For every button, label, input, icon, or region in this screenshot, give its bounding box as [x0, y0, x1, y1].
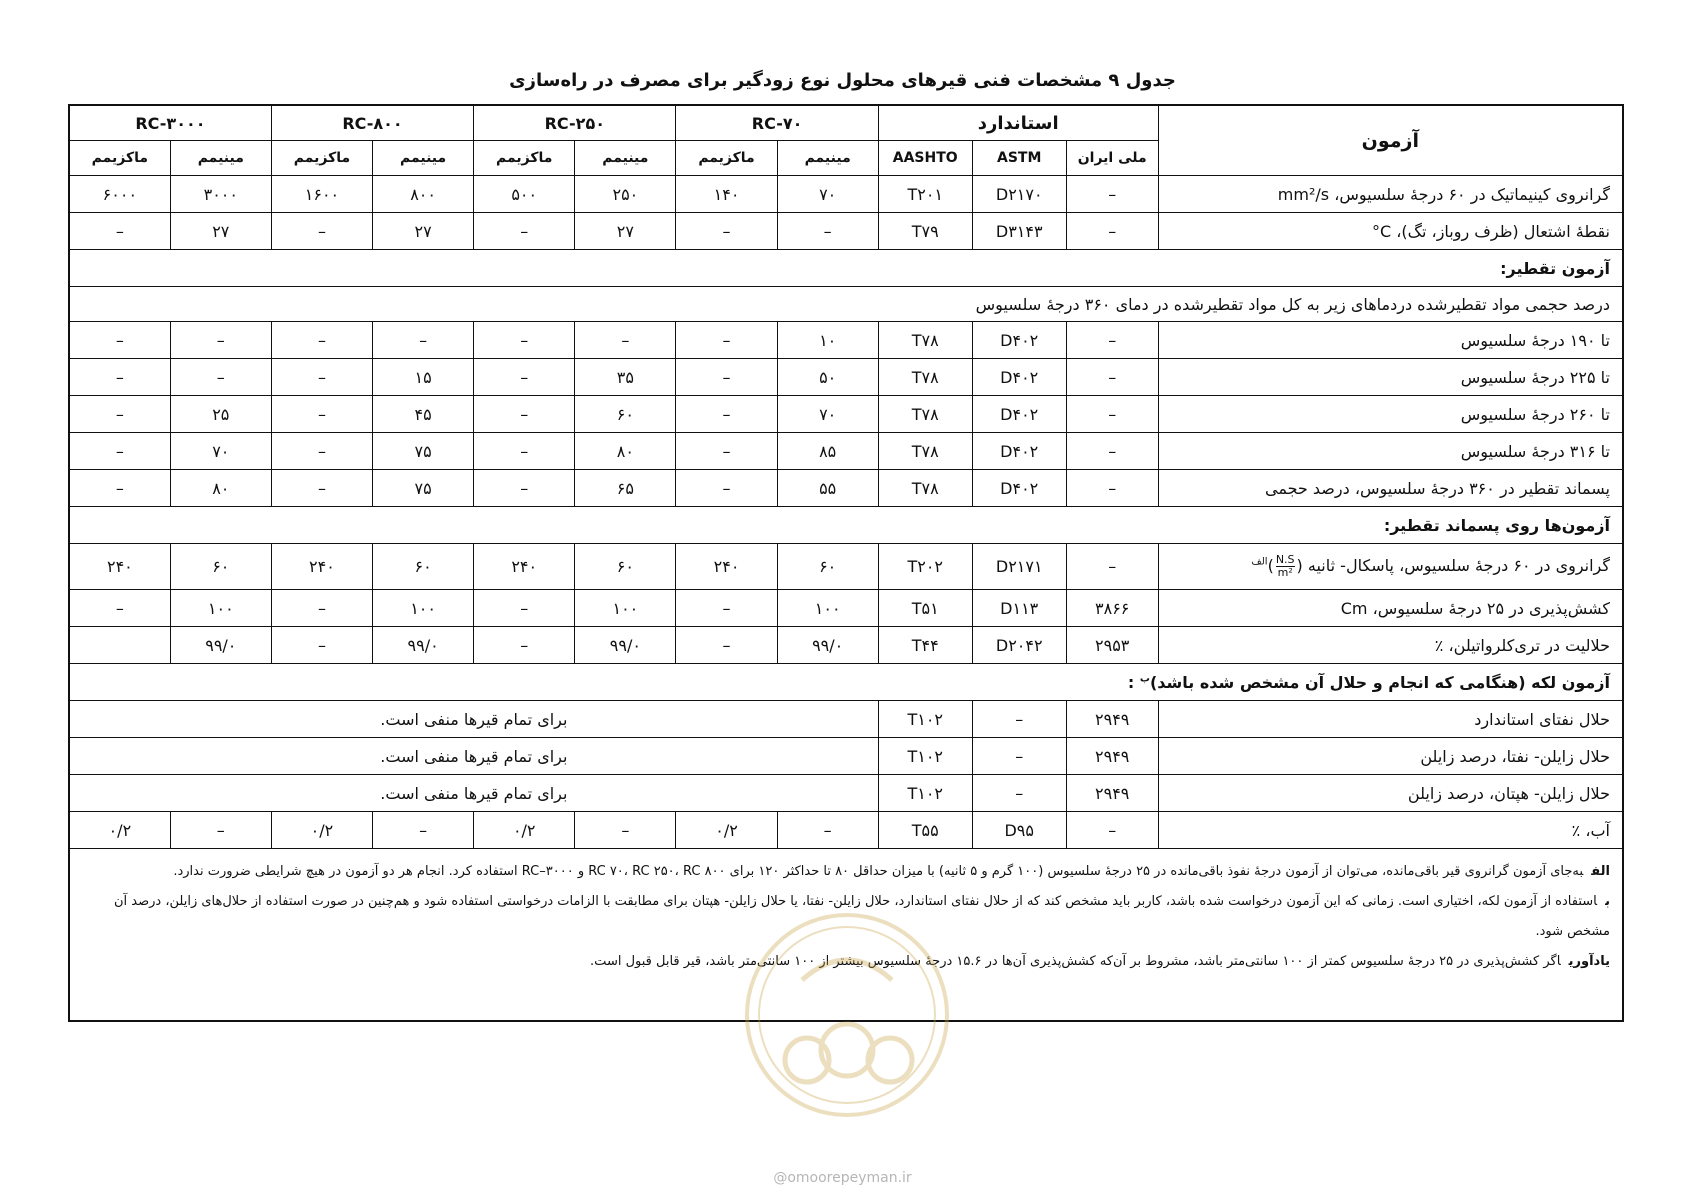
cell-value: – — [474, 627, 575, 664]
cell-value: ۲۷ — [170, 213, 271, 250]
cell-value: ۳۵ — [575, 359, 676, 396]
cell-test: تا ۲۲۵ درجهٔ سلسیوس — [1158, 359, 1623, 396]
table-row — [69, 812, 1623, 849]
table-row — [69, 701, 1623, 738]
distillation-description: درصد حجمی مواد تقطیرشده دردماهای زیر به کل مواد تقطیرشده در دمای ۳۶۰ درجهٔ سلسیوس — [69, 287, 1623, 322]
cell-astm: – — [972, 701, 1066, 738]
cell-value: – — [271, 359, 372, 396]
spot-rows — [69, 701, 1623, 812]
table-row — [69, 544, 1623, 590]
cell-value: ۵۰ — [777, 359, 878, 396]
cell-value: ۸۵ — [777, 433, 878, 470]
cell-value: – — [69, 433, 170, 470]
cell-aashto: T۱۰۲ — [878, 738, 972, 775]
cell-value: ۶۰۰۰ — [69, 176, 170, 213]
cell-test: تا ۱۹۰ درجهٔ سلسیوس — [1158, 322, 1623, 359]
header-min: مینیمم — [373, 141, 474, 176]
cell-astm: D۲۰۴۲ — [972, 627, 1066, 664]
cell-value: ۳۰۰۰ — [170, 176, 271, 213]
header-min: مینیمم — [575, 141, 676, 176]
cell-value: ۸۰۰ — [373, 176, 474, 213]
header-grade-rc70: RC-۷۰ — [676, 105, 878, 141]
cell-iran: – — [1066, 322, 1158, 359]
footnote-reminder: یادآوریاگر کشش‌پذیری در ۲۵ درجهٔ سلسیوس کمتر از ۱۰۰ سانتی‌متر باشد، مشروط بر آن‌که کشش‌پذیری آن‌ها در ۱۵.۶ درجهٔ سلسیوس بیشتر از ۱۰۰ سانتی‌متر باشد، قیر قابل قبول است. — [590, 954, 1610, 969]
section-spot-test: آزمون لکه (هنگامی که انجام و حلال آن مشخص شده باشد)$^ب$ : — [69, 664, 1623, 701]
watermark-site: @omoorepeyman.ir — [773, 1170, 912, 1186]
cell-iran: – — [1066, 433, 1158, 470]
cell-value: ۶۰ — [170, 544, 271, 590]
cell-value: ۹۹/۰ — [575, 627, 676, 664]
footnote-be: باستفاده از آزمون لکه، اختیاری است. زمانی که این آزمون درخواست شده باشد، کاربر باید مشخص کند که از حلال نفتای استاندارد، حلال زایلن‑ نفتا، یا حلال زایلن‑ هپتان برای مطابقت با الزامات درخواستی استفاده شود و هم‌چنین در صورت استفاده از حلال‌های زایلن، درصد آن مشخص شود. — [113, 894, 1610, 939]
cell-test: حلال نفتای استاندارد — [1158, 701, 1623, 738]
cell-value: ۰/۲ — [474, 812, 575, 849]
header-max: ماکزیمم — [676, 141, 777, 176]
cell-value: – — [69, 359, 170, 396]
cell-value: ۷۰ — [777, 396, 878, 433]
header-min: مینیمم — [170, 141, 271, 176]
cell-value: ۶۰ — [575, 396, 676, 433]
cell-value: ۸۰ — [575, 433, 676, 470]
cell-value: – — [676, 322, 777, 359]
cell-value: – — [271, 627, 372, 664]
table-title: جدول ۹ مشخصات فنی قیرهای محلول نوع زودگیر برای مصرف در راه‌سازی — [509, 70, 1176, 91]
cell-value: ۱۰۰ — [777, 590, 878, 627]
cell-test: کشش‌پذیری در ۲۵ درجهٔ سلسیوس، Cm — [1158, 590, 1623, 627]
section-residue: آزمون‌ها روی پسماند تقطیر: — [69, 507, 1623, 544]
cell-value: ۲۴۰ — [69, 544, 170, 590]
table-row — [69, 775, 1623, 812]
table-row — [69, 213, 1623, 250]
table-row — [69, 396, 1623, 433]
cell-iran: – — [1066, 544, 1158, 590]
cell-test: حلال زایلن‑ نفتا، درصد زایلن — [1158, 738, 1623, 775]
cell-test: حلالیت در تری‌کلرواتیلن، ٪ — [1158, 627, 1623, 664]
viscosity-test-cell — [1158, 544, 1623, 590]
cell-value — [69, 627, 170, 664]
cell-value: ۰/۲ — [69, 812, 170, 849]
cell-value: – — [271, 213, 372, 250]
cell-value: – — [676, 627, 777, 664]
cell-value: – — [676, 590, 777, 627]
cell-value: ۶۵ — [575, 470, 676, 507]
cell-value: ۷۵ — [373, 433, 474, 470]
cell-value: ۱۶۰۰ — [271, 176, 372, 213]
cell-value: ۶۰ — [373, 544, 474, 590]
cell-iran: ۲۹۵۳ — [1066, 627, 1158, 664]
cell-value: ۲۷ — [373, 213, 474, 250]
cell-value: – — [474, 590, 575, 627]
cell-aashto: T۷۸ — [878, 359, 972, 396]
cell-value: ۱۴۰ — [676, 176, 777, 213]
header-astm: ASTM — [972, 141, 1066, 176]
cell-aashto: T۱۰۲ — [878, 701, 972, 738]
cell-value: – — [474, 213, 575, 250]
table-row — [69, 590, 1623, 627]
cell-value: ۷۰ — [777, 176, 878, 213]
cell-value: ۸۰ — [170, 470, 271, 507]
cell-value: – — [575, 322, 676, 359]
cell-value: ۲۵ — [170, 396, 271, 433]
cell-test: پسماند تقطیر در ۳۶۰ درجهٔ سلسیوس، درصد حجمی — [1158, 470, 1623, 507]
unit-paren: ) — [1267, 556, 1274, 575]
cell-value: – — [69, 322, 170, 359]
cell-astm: D۲۱۷۱ — [972, 544, 1066, 590]
cell-aashto: T۲۰۲ — [878, 544, 972, 590]
cell-astm: – — [972, 775, 1066, 812]
cell-value: – — [69, 590, 170, 627]
cell-value: ۱۰ — [777, 322, 878, 359]
cell-value: – — [373, 812, 474, 849]
table-row — [69, 433, 1623, 470]
cell-value: ۴۵ — [373, 396, 474, 433]
cell-value: – — [676, 396, 777, 433]
cell-value: ۱۰۰ — [170, 590, 271, 627]
cell-value: – — [170, 359, 271, 396]
cell-test: گرانروی کینیماتیک در ۶۰ درجهٔ سلسیوس، mm²/s — [1158, 176, 1623, 213]
cell-test: تا ۳۱۶ درجهٔ سلسیوس — [1158, 433, 1623, 470]
header-standard: استاندارد — [878, 105, 1158, 141]
cell-iran: ۲۹۴۹ — [1066, 738, 1158, 775]
cell-aashto: T۴۴ — [878, 627, 972, 664]
table-row — [69, 176, 1623, 213]
cell-value: ۹۹/۰ — [170, 627, 271, 664]
cell-value: ۶۰ — [777, 544, 878, 590]
cell-astm: D۱۱۳ — [972, 590, 1066, 627]
cell-iran: ۳۸۶۶ — [1066, 590, 1158, 627]
header-max: ماکزیمم — [474, 141, 575, 176]
cell-result: برای تمام قیرها منفی است. — [69, 775, 878, 812]
cell-aashto: T۷۹ — [878, 213, 972, 250]
cell-value: – — [777, 812, 878, 849]
cell-value: – — [170, 812, 271, 849]
cell-value: ۹۹/۰ — [373, 627, 474, 664]
cell-value: – — [474, 322, 575, 359]
cell-astm: D۹۵ — [972, 812, 1066, 849]
cell-value: – — [271, 470, 372, 507]
cell-value: – — [271, 322, 372, 359]
watermark-seal-icon — [742, 910, 952, 1120]
cell-value: ۷۵ — [373, 470, 474, 507]
footnote-mark: الف — [1251, 556, 1268, 568]
cell-astm: – — [972, 738, 1066, 775]
residue-rows — [69, 590, 1623, 664]
cell-value: – — [676, 213, 777, 250]
cell-test: نقطهٔ اشتعال (ظرف روباز، تگ)، C° — [1158, 213, 1623, 250]
cell-value: – — [474, 396, 575, 433]
spec-table — [68, 104, 1624, 1022]
cell-aashto: T۷۸ — [878, 433, 972, 470]
header-max: ماکزیمم — [69, 141, 170, 176]
header-test: آزمون — [1158, 105, 1623, 176]
cell-iran: ۲۹۴۹ — [1066, 701, 1158, 738]
cell-aashto: T۱۰۲ — [878, 775, 972, 812]
table-row — [69, 322, 1623, 359]
header-iran: ملی ایران — [1066, 141, 1158, 176]
cell-value: ۵۰۰ — [474, 176, 575, 213]
top-rows — [69, 176, 1623, 250]
unit-paren: ( — [1296, 556, 1303, 575]
section-distillation: آزمون تقطیر: — [69, 250, 1623, 287]
cell-astm: D۴۰۲ — [972, 470, 1066, 507]
cell-value: – — [474, 433, 575, 470]
cell-aashto: T۷۸ — [878, 322, 972, 359]
cell-value: – — [373, 322, 474, 359]
cell-iran: – — [1066, 359, 1158, 396]
section-spot-label: آزمون لکه (هنگامی که انجام و حلال آن مشخص شده باشد) — [1149, 672, 1610, 692]
cell-value: – — [474, 470, 575, 507]
cell-result: برای تمام قیرها منفی است. — [69, 738, 878, 775]
cell-value: – — [777, 213, 878, 250]
cell-test: تا ۲۶۰ درجهٔ سلسیوس — [1158, 396, 1623, 433]
viscosity-test-label: گرانروی در ۶۰ درجهٔ سلسیوس، پاسکال‑ ثانیه — [1307, 556, 1610, 575]
cell-aashto: T۵۱ — [878, 590, 972, 627]
cell-iran: – — [1066, 176, 1158, 213]
cell-value: ۹۹/۰ — [777, 627, 878, 664]
cell-value: ۷۰ — [170, 433, 271, 470]
cell-value: ۵۵ — [777, 470, 878, 507]
unit-denominator: m² — [1277, 566, 1293, 579]
cell-iran: – — [1066, 396, 1158, 433]
cell-value: – — [69, 470, 170, 507]
cell-value: ۱۰۰ — [575, 590, 676, 627]
cell-value: – — [676, 470, 777, 507]
cell-value: – — [474, 359, 575, 396]
cell-value: – — [575, 812, 676, 849]
cell-test: آب، ٪ — [1158, 812, 1623, 849]
cell-value: – — [271, 396, 372, 433]
header-max: ماکزیمم — [271, 141, 372, 176]
cell-value: – — [271, 590, 372, 627]
table-row — [69, 359, 1623, 396]
cell-astm: D۴۰۲ — [972, 396, 1066, 433]
cell-astm: D۴۰۲ — [972, 322, 1066, 359]
cell-astm: D۲۱۷۰ — [972, 176, 1066, 213]
footnote-alef: الفبه‌جای آزمون گرانروی قیر باقی‌مانده، می‌توان از آزمون درجهٔ نفوذ باقی‌مانده در ۲۵ درجهٔ سلسیوس (۱۰۰ گرم و ۵ ثانیه) با میزان حداقل ۸۰ تا حداکثر ۱۲۰ برای RC ۷۰، RC ۲۵۰، RC ۸۰۰ و RC–۳۰۰۰ استفاده کرد. انجام هر دو آزمون در هیچ شرایطی ضرورت ندارد. — [173, 864, 1610, 879]
header-min: مینیمم — [777, 141, 878, 176]
cell-value: ۲۴۰ — [271, 544, 372, 590]
cell-astm: D۴۰۲ — [972, 359, 1066, 396]
cell-value: ۲۴۰ — [474, 544, 575, 590]
cell-value: ۰/۲ — [271, 812, 372, 849]
cell-result: برای تمام قیرها منفی است. — [69, 701, 878, 738]
cell-value: ۶۰ — [575, 544, 676, 590]
cell-iran: – — [1066, 812, 1158, 849]
cell-value: – — [676, 359, 777, 396]
table-row — [69, 627, 1623, 664]
cell-value: – — [69, 396, 170, 433]
table-row — [69, 470, 1623, 507]
cell-value: – — [676, 433, 777, 470]
cell-value: – — [170, 322, 271, 359]
cell-value: ۱۵ — [373, 359, 474, 396]
footnote-mark: ب — [1139, 673, 1150, 685]
cell-value: ۱۰۰ — [373, 590, 474, 627]
cell-iran: ۲۹۴۹ — [1066, 775, 1158, 812]
cell-value: ۲۷ — [575, 213, 676, 250]
cell-test: حلال زایلن‑ هپتان، درصد زایلن — [1158, 775, 1623, 812]
cell-value: – — [69, 213, 170, 250]
header-grade-rc3000: RC-۳۰۰۰ — [69, 105, 271, 141]
cell-iran: – — [1066, 470, 1158, 507]
cell-astm: D۳۱۴۳ — [972, 213, 1066, 250]
cell-value: – — [271, 433, 372, 470]
unit-numerator: N.S — [1275, 553, 1295, 566]
cell-value: ۰/۲ — [676, 812, 777, 849]
cell-iran: – — [1066, 213, 1158, 250]
distillation-rows — [69, 322, 1623, 507]
header-grade-rc250: RC-۲۵۰ — [474, 105, 676, 141]
cell-value: ۲۴۰ — [676, 544, 777, 590]
table-row — [69, 738, 1623, 775]
unit-fraction — [1276, 554, 1295, 579]
header-grade-rc800: RC-۸۰۰ — [271, 105, 473, 141]
cell-aashto: T۵۵ — [878, 812, 972, 849]
cell-aashto: T۷۸ — [878, 470, 972, 507]
cell-aashto: T۷۸ — [878, 396, 972, 433]
cell-astm: D۴۰۲ — [972, 433, 1066, 470]
header-aashto: AASHTO — [878, 141, 972, 176]
cell-aashto: T۲۰۱ — [878, 176, 972, 213]
cell-value: ۲۵۰ — [575, 176, 676, 213]
